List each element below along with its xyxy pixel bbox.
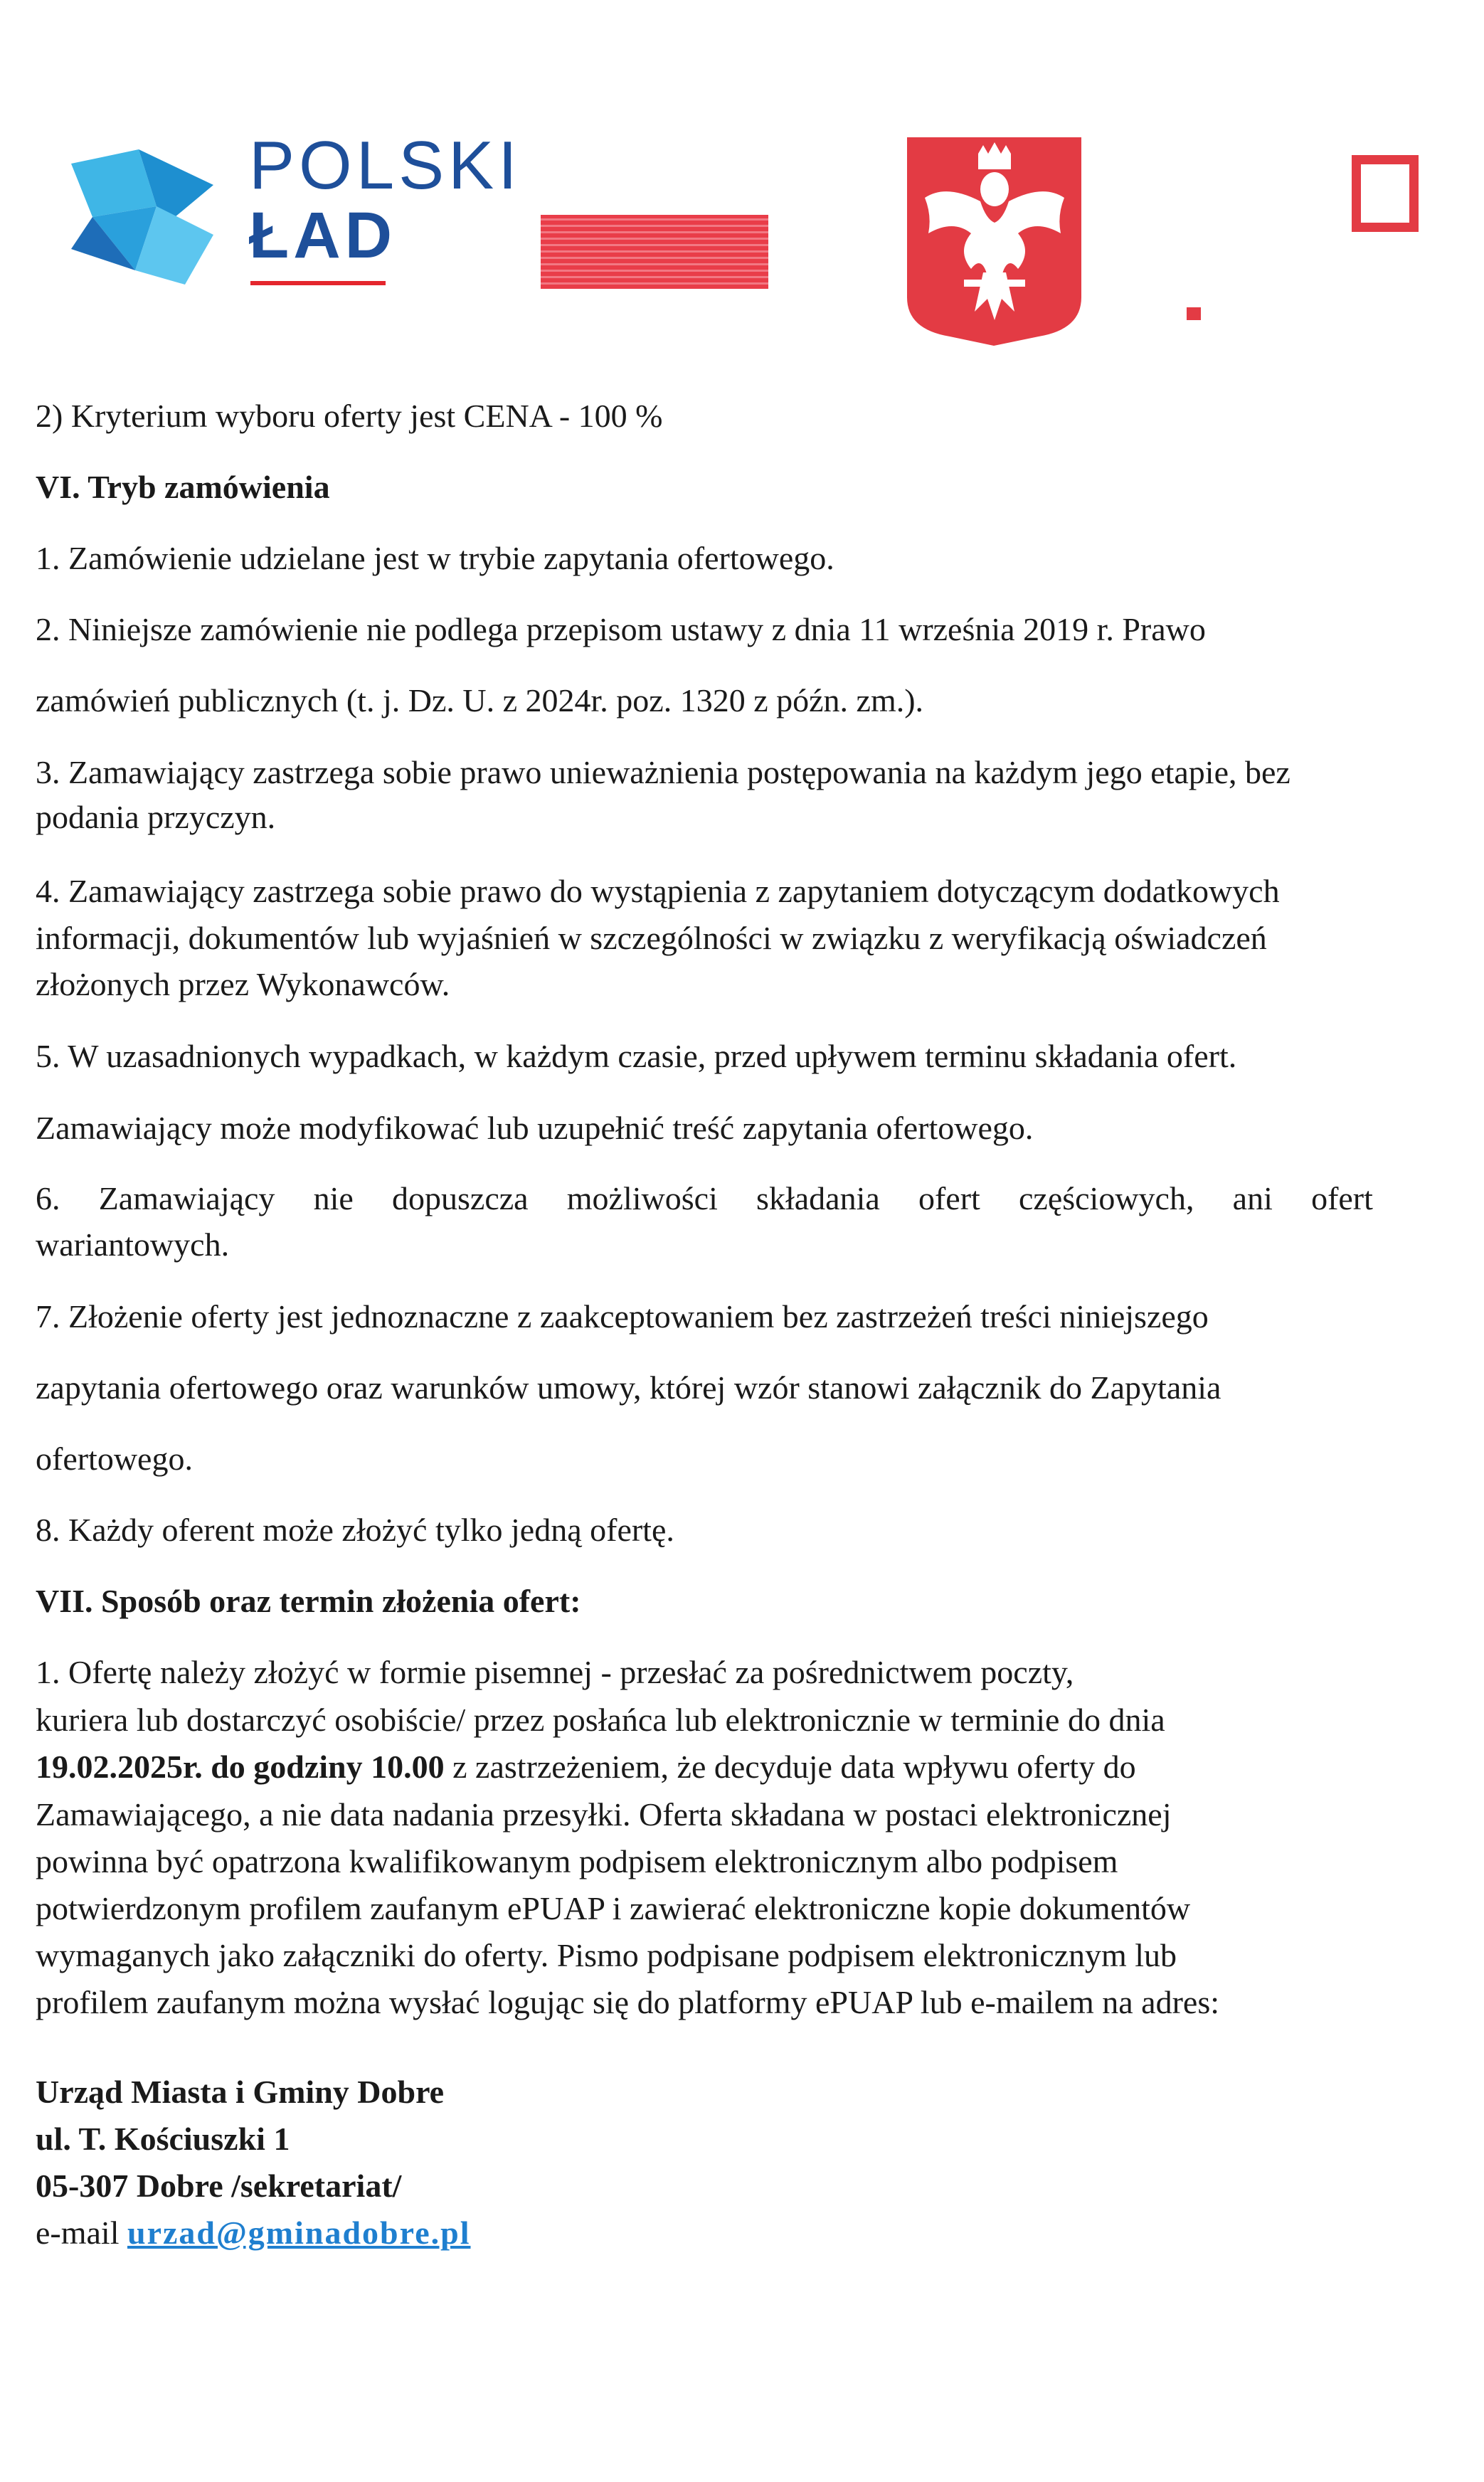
- paragraph-6-4-line-1: 4. Zamawiający zastrzega sobie prawo do wystąpienia z zapytaniem dotyczącym dodatkowych: [36, 873, 1280, 909]
- deadline-rest: z zastrzeżeniem, że decyduje data wpływu oferty do: [444, 1749, 1136, 1785]
- polski-lad-logo: [71, 127, 521, 295]
- small-red-mark: [1187, 307, 1201, 320]
- paragraph-6-3-line-1: 3. Zamawiający zastrzega sobie prawo unieważnienia postępowania na każdym jego etapie, bez: [36, 754, 1290, 790]
- address-name: Urząd Miasta i Gminy Dobre: [36, 2074, 445, 2110]
- word: 6.: [36, 1180, 60, 1216]
- criterion-text: 2) Kryterium wyboru oferty jest CENA - 100 %: [36, 398, 663, 434]
- paragraph-6-7-line-1: 7. Złożenie oferty jest jednoznaczne z zaakceptowaniem bez zastrzeżeń treści niniejszego: [36, 1298, 1209, 1335]
- deadline-text: 19.02.2025r. do godziny 10.00: [36, 1749, 445, 1785]
- address-street: ul. T. Kościuszki 1: [36, 2121, 290, 2157]
- word: dopuszcza: [392, 1180, 529, 1216]
- paragraph-7-1-line-1: 1. Ofertę należy złożyć w formie pisemnej - przesłać za pośrednictwem poczty,: [36, 1654, 1074, 1690]
- word: częściowych,: [1018, 1180, 1194, 1216]
- logo-underline: [250, 281, 386, 285]
- word: możliwości: [566, 1180, 718, 1216]
- paragraph-7-1-line-3: [36, 1751, 1136, 1783]
- address-city: 05-307 Dobre /sekretariat/: [36, 2168, 402, 2204]
- logo-line-2: ŁAD: [249, 199, 397, 272]
- paragraph-7-1-line-6: potwierdzonym profilem zaufanym ePUAP i zawierać elektroniczne kopie dokumentów: [36, 1890, 1191, 1926]
- word: Zamawiający: [98, 1180, 275, 1216]
- paragraph-6-8: 8. Każdy oferent może złożyć tylko jedną ofertę.: [36, 1512, 674, 1548]
- email-line: [36, 2217, 471, 2249]
- word: ofert: [1311, 1180, 1373, 1216]
- email-label: e-mail: [36, 2215, 120, 2251]
- paragraph-7-1-line-7: wymaganych jako załączniki do oferty. Pismo podpisane podpisem elektronicznym lub: [36, 1937, 1177, 1973]
- paragraph-6-2-line-1: 2. Niniejsze zamówienie nie podlega przepisom ustawy z dnia 11 września 2019 r. Prawo: [36, 611, 1206, 647]
- paragraph-6-6-line-1: [36, 1182, 1373, 1215]
- word: ani: [1232, 1180, 1273, 1216]
- word: składania: [756, 1180, 880, 1216]
- word: ofert: [918, 1180, 980, 1216]
- paragraph-7-1-line-5: powinna być opatrzona kwalifikowanym podpisem elektronicznym albo podpisem: [36, 1843, 1118, 1879]
- red-square-mark: [1352, 155, 1419, 232]
- polski-lad-mark-icon: [71, 135, 221, 292]
- red-flag-bar: [541, 215, 768, 289]
- paragraph-6-4-line-2: informacji, dokumentów lub wyjaśnień w szczególności w związku z weryfikacją oświadczeń: [36, 920, 1267, 956]
- paragraph-7-1-line-2: kuriera lub dostarczyć osobiście/ przez posłańca lub elektronicznie w terminie do dnia: [36, 1702, 1165, 1738]
- paragraph-6-5-line-1: 5. W uzasadnionych wypadkach, w każdym czasie, przed upływem terminu składania ofert.: [36, 1038, 1237, 1074]
- paragraph-6-5-line-2: Zamawiający może modyfikować lub uzupełnić treść zapytania ofertowego.: [36, 1110, 1034, 1146]
- paragraph-6-3-line-2: podania przyczyn.: [36, 799, 276, 835]
- section-7-heading: VII. Sposób oraz termin złożenia ofert:: [36, 1583, 581, 1619]
- paragraph-6-6-line-2: wariantowych.: [36, 1226, 230, 1263]
- paragraph-7-1-line-4: Zamawiającego, a nie data nadania przesyłki. Oferta składana w postaci elektronicznej: [36, 1796, 1172, 1833]
- email-link[interactable]: urzad@gminadobre.pl: [127, 2215, 471, 2251]
- section-6-heading: VI. Tryb zamówienia: [36, 469, 330, 505]
- paragraph-7-1-line-8: profilem zaufanym można wysłać logując się do platformy ePUAP lub e-mailem na adres:: [36, 1984, 1220, 2020]
- paragraph-6-1: 1. Zamówienie udzielane jest w trybie zapytania ofertowego.: [36, 540, 834, 576]
- paragraph-6-7-line-2: zapytania ofertowego oraz warunków umowy, której wzór stanowi załącznik do Zapytania: [36, 1369, 1221, 1406]
- paragraph-6-2-line-2: zamówień publicznych (t. j. Dz. U. z 2024r. poz. 1320 z późn. zm.).: [36, 682, 924, 718]
- paragraph-6-7-line-3: ofertowego.: [36, 1441, 193, 1477]
- polish-eagle-emblem-icon: [903, 134, 1085, 347]
- word: nie: [313, 1180, 354, 1216]
- paragraph-6-4-line-3: złożonych przez Wykonawców.: [36, 966, 450, 1002]
- polski-lad-wordmark: [249, 127, 521, 272]
- logo-line-1: POLSKI: [249, 127, 521, 203]
